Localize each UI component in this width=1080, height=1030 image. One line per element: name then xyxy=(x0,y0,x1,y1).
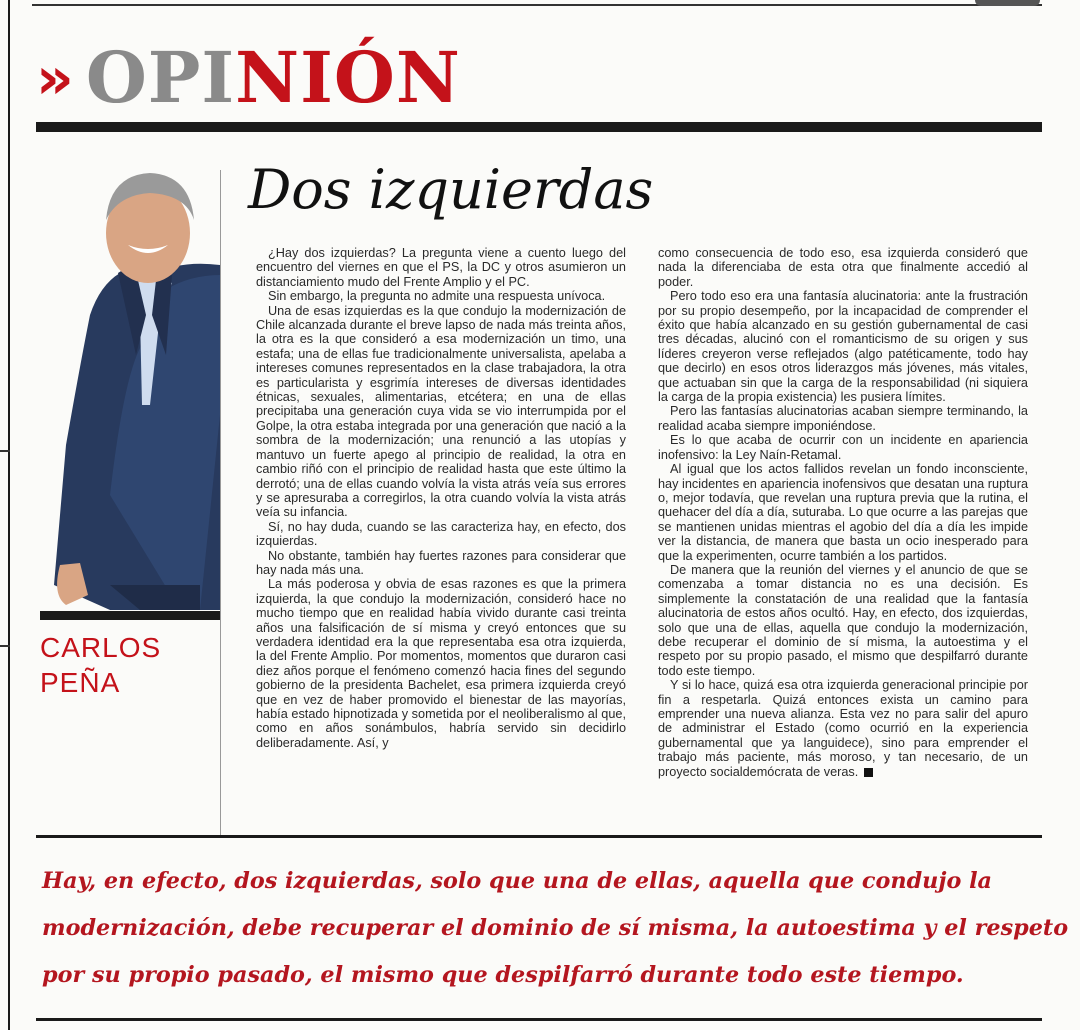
paragraph: No obstante, también hay fuertes razones para considerar que hay nada más una. xyxy=(256,548,626,577)
article-column-2 xyxy=(658,246,1028,779)
paragraph: Pero todo eso era una fantasía alucinatoria: ante la frustración por su propio desempeño, por la incapacidad de comprender el éxito que había alcanzado en su gestión gubernamental de casi tres décadas, alucinó con el romanticismo de su origen y sus líderes creyeron verse reflejados (algo patéticamente, todo hay que decirlo) en esos otros liderazgos más jóvenes, más vitales, que actuaban sin que la carga de la responsabilidad (ni siquiera la carga de la propia existencia) les pusiera límites. xyxy=(658,289,1028,405)
paragraph: Una de esas izquierdas es la que condujo la modernización de Chile alcanzada durante el breve lapso de nada más treinta años, la otra es la que consideró a esa modernización un timo, una estafa; una de ellas fue tradicionalmente universalista, apelaba a intereses comunes representados en la clase trabajadora, la otra es particularista y esgrimía intereses de diversas identidades étnicas, sexuales, alimentarias, etcétera; en una de ellas precipitaba una generación cuya vida se vio interrumpida por el Golpe, la otra estaba integrada por una generación que nació a la sombra de la modernización; una renunció a las utopías y mantuvo un fuerte apego al principio de realidad, la otra en cambio riñó con el principio de realidad hasta que este último la derrotó; una de ellas cuando volvía la vista atrás veía sus errores y se apresuraba a corregirlos, la otra cuando volvía la vista atrás veía su infancia. xyxy=(256,303,626,520)
paragraph: como consecuencia de todo eso, esa izquierda consideró que nada la diferenciaba de esta otra que finalmente accedió al poder. xyxy=(658,246,1028,289)
left-tick xyxy=(0,645,10,647)
pullquote: Hay, en efecto, dos izquierdas, solo que una de ellas, aquella que condujo la modernización, debe recuperar el dominio de sí misma, la autoestima y el respeto por su propio pasado, el mismo que despilfarró durante todo este tiempo. xyxy=(42,868,1069,988)
paragraph: Es lo que acaba de ocurrir con un incidente en apariencia inofensivo: la Ley Naín-Retamal. xyxy=(658,433,1028,462)
section-header xyxy=(36,38,461,118)
chevron-right-icon: ›› xyxy=(36,44,64,112)
section-title: OPINIÓN xyxy=(85,36,461,119)
left-tick xyxy=(0,450,10,452)
article-column-1 xyxy=(256,246,626,750)
paragraph: Sin embargo, la pregunta no admite una respuesta unívoca. xyxy=(268,289,606,304)
paragraph: Pero las fantasías alucinatorias acaban siempre terminando, la realidad acaba siempre imponiéndose. xyxy=(658,404,1028,433)
paragraph: ¿Hay dos izquierdas? La pregunta viene a cuento luego del encuentro del viernes en que el PS, la DC y otros asumieron un distanciamiento mudo del Frente Amplio y el PC. xyxy=(256,246,626,289)
photo-caption-bar xyxy=(40,611,220,620)
paragraph: La más poderosa y obvia de esas razones es que la primera izquierda, la que condujo la modernización, consideró hace no mucho tiempo que en realidad había vivido durante casi treinta años una falsificación de sí misma y creyó entonces que su verdadera identidad era la que representaba esa otra izquierda, la del Frente Amplio. Por momentos, momentos que duraron casi diez años porque el fenómeno comenzó hacia fines del segundo gobierno de la presidenta Bachelet, esa primera izquierda creyó que en vez de haber promovido el bienestar de las mayorías, había estado hipnotizada y sometida por el neoliberalismo al que, como en años sonámbulos, habría servido sin decidirlo deliberadamente. Así, y xyxy=(256,577,626,750)
headline: Dos izquierdas xyxy=(248,158,654,221)
end-mark-icon xyxy=(864,768,873,777)
left-margin-rule xyxy=(8,0,10,1030)
header-rule xyxy=(36,122,1042,132)
pullquote-rule-top xyxy=(36,835,1042,838)
column-divider xyxy=(220,170,221,836)
author-photo xyxy=(50,165,220,610)
top-rule xyxy=(32,4,1042,6)
paragraph: De manera que la reunión del viernes y el anuncio de que se comenzaba a tomar distancia no es una decisión. Es simplemente la constatación de una realidad que la fantasía alucinatoria de estos años ocultó. Hay, en efecto, dos izquierdas, solo que una de ellas, aquella que condujo la modernización, debe recuperar el dominio de sí misma, la autoestima y el respeto por su propio pasado, el mismo que despilfarró durante todo este tiempo. xyxy=(658,562,1028,678)
paragraph: Y si lo hace, quizá esa otra izquierda generacional principie por fin a respetarla. Quizá entonces exista un camino para emprender una nueva alianza. Esta vez no para salir del apuro de administrar el Estado (como ocurrió en la experiencia gubernamental que ya languidece), sino para emprender el trabajo más paciente, más moroso, y tan necesario, de un proyecto socialdemócrata de veras. xyxy=(658,678,1028,779)
top-corner-mark xyxy=(975,0,1040,6)
paragraph: Sí, no hay duda, cuando se las caracteriza hay, en efecto, dos izquierdas. xyxy=(256,519,626,549)
paragraph: Al igual que los actos fallidos revelan un fondo inconsciente, hay incidentes en apariencia inofensivos que desatan una ruptura o, mejor todavía, que revelan una ruptura previa que la rutina, el quehacer del día a día, suturaba. Lo que ocurre a las parejas que se mantienen unidas mientras el agobio del día a día les impide ver la distancia, de manera que basta un ocio inesperado para que la experimenten, ocurre también a los partidos. xyxy=(658,462,1028,563)
pullquote-rule-bottom xyxy=(36,1018,1042,1021)
author-name: CARLOS PEÑA xyxy=(40,632,162,698)
